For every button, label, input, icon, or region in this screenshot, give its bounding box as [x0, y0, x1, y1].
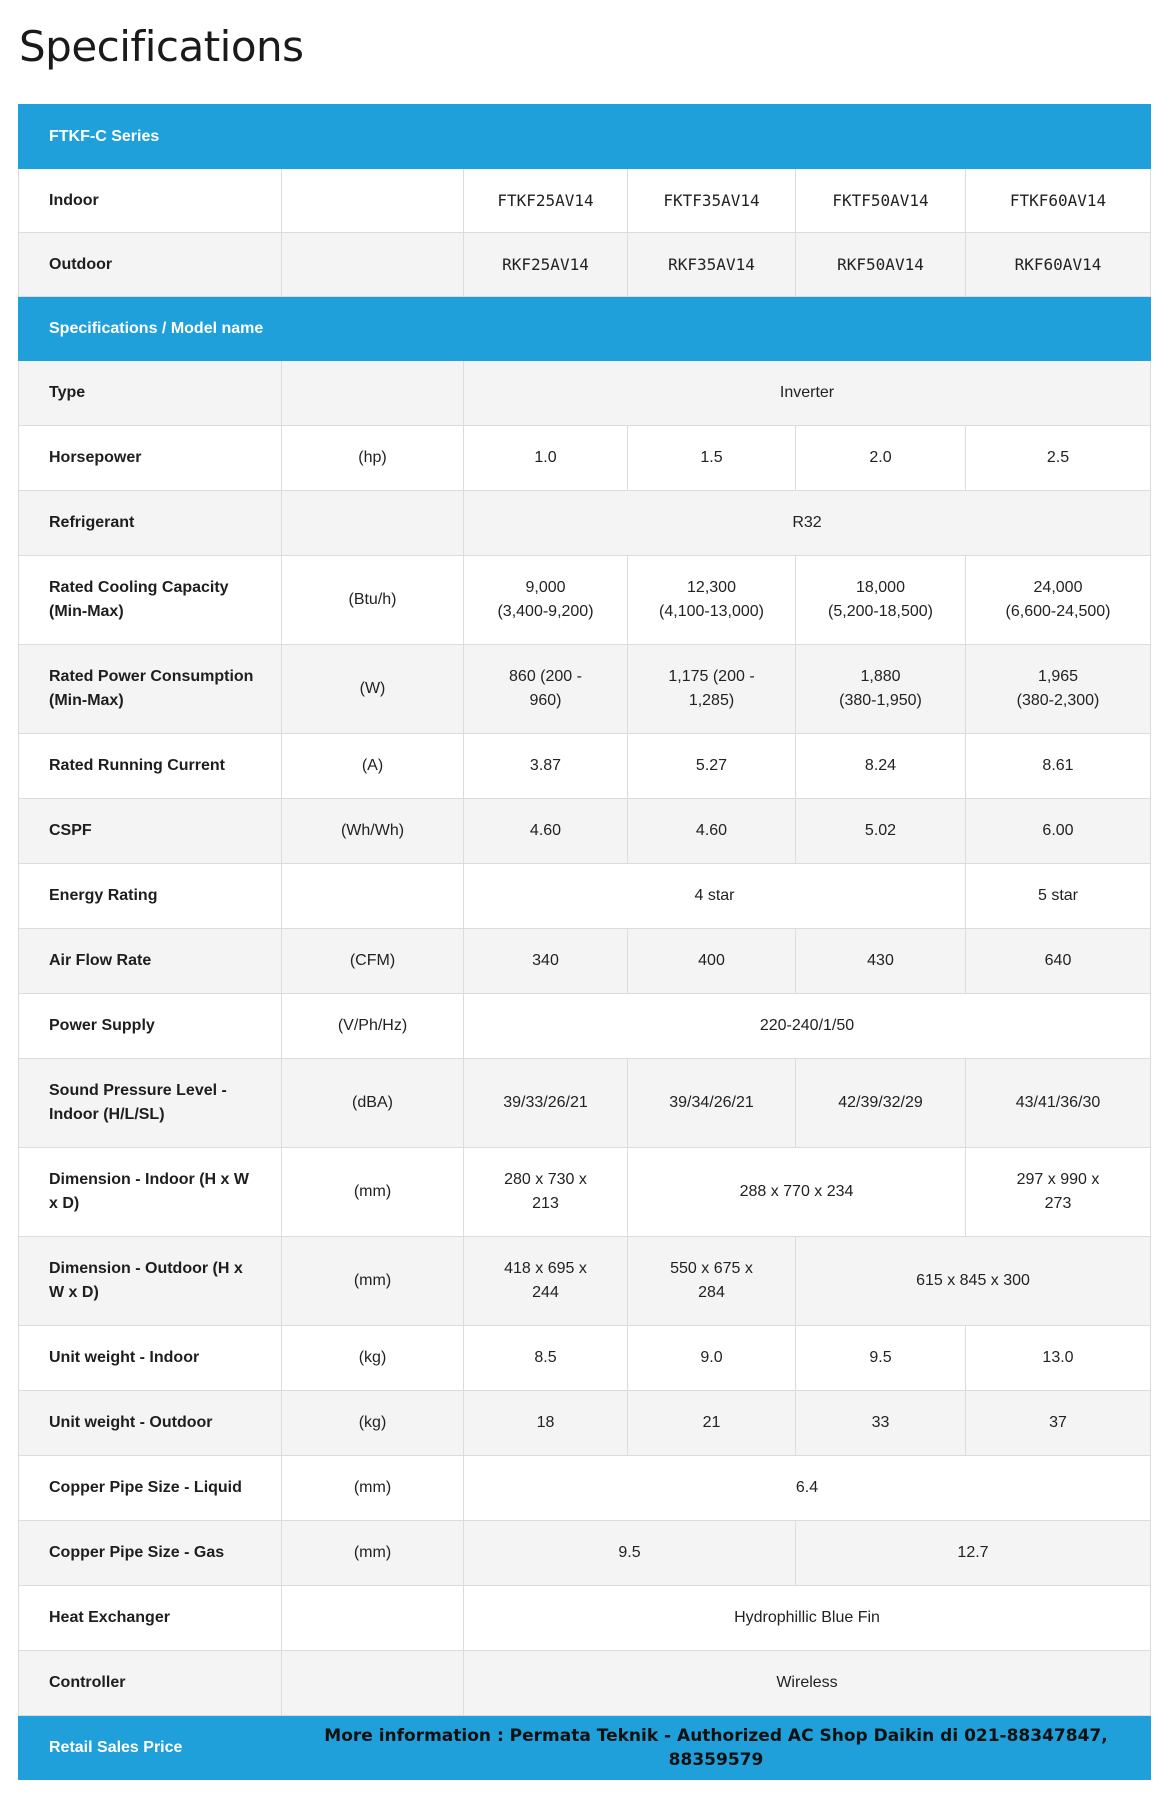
value-line: 213: [532, 1195, 559, 1212]
value-cell: 640: [966, 929, 1151, 994]
value-cell: 42/39/32/29: [796, 1059, 966, 1148]
value-line: (380-1,950): [839, 692, 922, 709]
row-label: Copper Pipe Size - Gas: [19, 1521, 282, 1586]
value-cell: 13.0: [966, 1326, 1151, 1391]
row-label: Copper Pipe Size - Liquid: [19, 1456, 282, 1521]
value-line: (4,100-13,000): [659, 603, 764, 620]
unit-cell: (mm): [282, 1521, 464, 1586]
value-line: (3,400-9,200): [497, 603, 594, 620]
value-cell: 430: [796, 929, 966, 994]
row-label: Indoor: [19, 169, 282, 233]
table-row-type: [19, 361, 1151, 426]
table-row-weight-outdoor: [19, 1391, 1151, 1456]
value-line: 1,965: [1037, 668, 1079, 685]
value-line: (5,200-18,500): [828, 603, 933, 620]
unit-cell: (CFM): [282, 929, 464, 994]
value-cell: 1.5: [628, 426, 796, 491]
table-row-energy-rating: [19, 864, 1151, 929]
label-line: Sound Pressure Level -: [49, 1082, 227, 1099]
value-line: 418 x 695 x: [504, 1260, 587, 1277]
value-cell: 39/33/26/21: [464, 1059, 628, 1148]
row-label: Rated Running Current: [19, 734, 282, 799]
value-cell: [464, 556, 628, 645]
row-label: Heat Exchanger: [19, 1586, 282, 1651]
indoor-model: FTKF60AV14: [966, 169, 1151, 233]
unit-cell: [282, 491, 464, 556]
table-row-controller: [19, 1651, 1151, 1716]
value-line: 960): [529, 692, 562, 709]
unit-cell: [282, 169, 464, 233]
unit-cell: (kg): [282, 1391, 464, 1456]
value-line: (380-2,300): [1016, 692, 1100, 709]
table-row-weight-indoor: [19, 1326, 1151, 1391]
value-line: 280 x 730 x: [504, 1171, 587, 1188]
value-cell: Inverter: [464, 361, 1151, 426]
label-line: (Min-Max): [49, 692, 124, 709]
spec-header-row: [19, 297, 1151, 361]
unit-cell: [282, 1586, 464, 1651]
value-cell: 615 x 845 x 300: [796, 1237, 1151, 1326]
row-label: Unit weight - Indoor: [19, 1326, 282, 1391]
retail-price-row: [19, 1716, 1151, 1780]
value-cell: 4 star: [464, 864, 966, 929]
value-cell: 4.60: [628, 799, 796, 864]
series-header-row: [19, 105, 1151, 169]
value-line: 1,880: [860, 668, 901, 685]
indoor-model: FKTF35AV14: [628, 169, 796, 233]
table-row-power-supply: [19, 994, 1151, 1059]
value-cell: 33: [796, 1391, 966, 1456]
value-cell: 2.0: [796, 426, 966, 491]
value-line: 297 x 990 x: [1016, 1171, 1100, 1188]
indoor-model: FKTF50AV14: [796, 169, 966, 233]
table-row-power-consumption: [19, 645, 1151, 734]
value-cell: [464, 1237, 628, 1326]
outdoor-model: RKF35AV14: [628, 233, 796, 297]
value-cell: 12.7: [796, 1521, 1151, 1586]
unit-cell: (kg): [282, 1326, 464, 1391]
row-label: Horsepower: [19, 426, 282, 491]
value-cell: 18: [464, 1391, 628, 1456]
unit-cell: (V/Ph/Hz): [282, 994, 464, 1059]
row-label: Type: [19, 361, 282, 426]
table-row-running-current: [19, 734, 1151, 799]
value-cell: Hydrophillic Blue Fin: [464, 1586, 1151, 1651]
value-line: 12,300: [687, 579, 736, 596]
value-cell: 5.27: [628, 734, 796, 799]
value-cell: [464, 645, 628, 734]
row-label: Energy Rating: [19, 864, 282, 929]
row-label: Power Supply: [19, 994, 282, 1059]
value-cell: R32: [464, 491, 1151, 556]
table-row-cspf: [19, 799, 1151, 864]
unit-cell: (hp): [282, 426, 464, 491]
table-row-pipe-gas: [19, 1521, 1151, 1586]
table-row-refrigerant: [19, 491, 1151, 556]
value-cell: [628, 556, 796, 645]
row-label: [19, 1237, 282, 1326]
retail-price-label: Retail Sales Price: [19, 1716, 282, 1780]
value-cell: [966, 1148, 1151, 1237]
unit-cell: [282, 1651, 464, 1716]
label-line: Indoor (H/L/SL): [49, 1106, 165, 1123]
outdoor-model: RKF50AV14: [796, 233, 966, 297]
value-cell: 2.5: [966, 426, 1151, 491]
label-line: Rated Power Consumption: [49, 668, 254, 685]
label-line: Rated Cooling Capacity: [49, 579, 229, 596]
value-cell: 5 star: [966, 864, 1151, 929]
value-cell: 39/34/26/21: [628, 1059, 796, 1148]
value-cell: 43/41/36/30: [966, 1059, 1151, 1148]
value-line: 1,285): [688, 692, 735, 709]
label-line: W x D): [49, 1284, 99, 1301]
value-cell: 3.87: [464, 734, 628, 799]
row-label: Unit weight - Outdoor: [19, 1391, 282, 1456]
unit-cell: (dBA): [282, 1059, 464, 1148]
row-label: [19, 1148, 282, 1237]
value-line: 860 (200 -: [509, 668, 582, 685]
row-label: Controller: [19, 1651, 282, 1716]
row-label: Outdoor: [19, 233, 282, 297]
value-cell: 5.02: [796, 799, 966, 864]
table-row-dimension-outdoor: [19, 1237, 1151, 1326]
value-line: 244: [532, 1284, 559, 1301]
table-row-air-flow: [19, 929, 1151, 994]
page-title: Specifications: [19, 22, 304, 71]
table-row-dimension-indoor: [19, 1148, 1151, 1237]
value-cell: 9.5: [796, 1326, 966, 1391]
row-label: Air Flow Rate: [19, 929, 282, 994]
spec-table: [18, 104, 1151, 1780]
unit-cell: [282, 864, 464, 929]
value-cell: 6.00: [966, 799, 1151, 864]
value-line: 18,000: [856, 579, 905, 596]
indoor-row: [19, 169, 1151, 233]
table-row-cooling-capacity: [19, 556, 1151, 645]
value-line: 284: [698, 1284, 725, 1301]
value-cell: 400: [628, 929, 796, 994]
value-cell: 8.61: [966, 734, 1151, 799]
value-cell: [966, 556, 1151, 645]
value-line: 9,000: [525, 579, 566, 596]
label-line: Dimension - Indoor (H x W: [49, 1171, 249, 1188]
unit-cell: (mm): [282, 1237, 464, 1326]
row-label: [19, 556, 282, 645]
label-line: (Min-Max): [49, 603, 124, 620]
value-cell: 8.24: [796, 734, 966, 799]
outdoor-row: [19, 233, 1151, 297]
row-label: CSPF: [19, 799, 282, 864]
value-cell: Wireless: [464, 1651, 1151, 1716]
table-row-pipe-liquid: [19, 1456, 1151, 1521]
label-line: x D): [49, 1195, 80, 1212]
value-line: 550 x 675 x: [670, 1260, 753, 1277]
table-row-horsepower: [19, 426, 1151, 491]
row-label: [19, 645, 282, 734]
spec-header: Specifications / Model name: [19, 297, 1151, 361]
unit-cell: (mm): [282, 1148, 464, 1237]
value-cell: 288 x 770 x 234: [628, 1148, 966, 1237]
unit-cell: (mm): [282, 1456, 464, 1521]
value-cell: 8.5: [464, 1326, 628, 1391]
unit-cell: (W): [282, 645, 464, 734]
table-row-heat-exchanger: [19, 1586, 1151, 1651]
unit-cell: (Wh/Wh): [282, 799, 464, 864]
row-label: Refrigerant: [19, 491, 282, 556]
series-header: FTKF-C Series: [19, 105, 1151, 169]
value-cell: 37: [966, 1391, 1151, 1456]
value-cell: [796, 645, 966, 734]
label-line: Dimension - Outdoor (H x: [49, 1260, 243, 1277]
value-cell: 4.60: [464, 799, 628, 864]
value-cell: [628, 1237, 796, 1326]
value-cell: 220-240/1/50: [464, 994, 1151, 1059]
value-cell: [464, 1148, 628, 1237]
value-cell: 21: [628, 1391, 796, 1456]
value-cell: 1.0: [464, 426, 628, 491]
value-cell: [628, 645, 796, 734]
value-cell: 6.4: [464, 1456, 1151, 1521]
value-cell: 340: [464, 929, 628, 994]
outdoor-model: RKF60AV14: [966, 233, 1151, 297]
indoor-model: FTKF25AV14: [464, 169, 628, 233]
outdoor-model: RKF25AV14: [464, 233, 628, 297]
value-cell: [796, 556, 966, 645]
row-label: [19, 1059, 282, 1148]
more-info-text: More information : Permata Teknik - Authorized AC Shop Daikin di 021-88347847, 88359579: [282, 1716, 1151, 1780]
unit-cell: (Btu/h): [282, 556, 464, 645]
value-cell: 9.5: [464, 1521, 796, 1586]
unit-cell: [282, 233, 464, 297]
value-cell: [966, 645, 1151, 734]
value-cell: 9.0: [628, 1326, 796, 1391]
value-line: 1,175 (200 -: [668, 668, 755, 685]
value-line: (6,600-24,500): [1005, 603, 1111, 620]
table-row-sound-pressure: [19, 1059, 1151, 1148]
unit-cell: (A): [282, 734, 464, 799]
unit-cell: [282, 361, 464, 426]
value-line: 273: [1044, 1195, 1072, 1212]
value-line: 24,000: [1033, 579, 1083, 596]
